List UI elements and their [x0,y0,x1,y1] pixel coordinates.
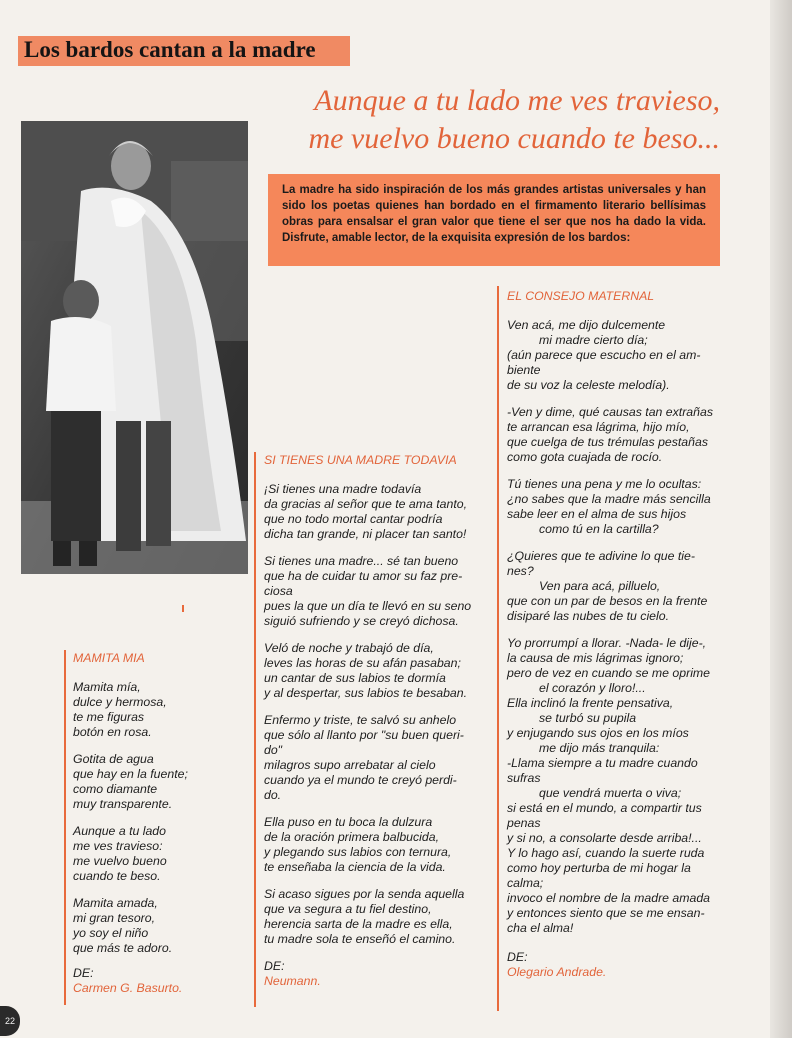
poem-line: que sólo al llanto por "su buen queri- [264,728,464,742]
poem-credit [73,966,243,996]
stanza [73,752,243,812]
poem-line: y enjugando sus ojos en los míos [507,726,689,740]
poem-line: cha el alma! [507,921,574,935]
poem-line: pues la que un día te llevó en su seno [264,599,472,613]
poem-el-consejo-maternal [507,289,735,980]
poem-line: Veló de noche y trabajó de día, [264,641,434,655]
poem-line: botón en rosa. [73,725,152,739]
subtitle-quote [200,82,720,158]
page-number: 22 [0,1006,20,1036]
poem-line: invoco el nombre de la madre amada [507,891,711,905]
poem-line: que ha de cuidar tu amor su faz pre- [264,569,463,583]
poem-line: -Ven y dime, qué causas tan extrañas [507,405,713,419]
column-rule-middle [254,452,256,1007]
poem-title: EL CONSEJO MATERNAL [507,289,655,303]
poem-line: milagros supo arrebatar al cielo [264,758,436,772]
poem-line: y entonces siento que se me ensan- [507,906,705,920]
poem-line: me dijo más tranquila: [539,741,660,755]
credit-prefix: DE: [73,966,94,980]
poem-title: MAMITA MIA [73,651,145,665]
stanza [507,636,735,936]
poem-line: da gracias al señor que te ama tanto, [264,497,468,511]
poem-line: me ves travieso: [73,839,163,853]
poem-line: Ella puso en tu boca la dulzura [264,815,433,829]
poem-stanzas [264,482,492,947]
poem-line: te enseñaba la ciencia de la vida. [264,860,446,874]
poem-line: te arrancan esa lágrima, hijo mío, [507,420,690,434]
poem-line: ¿no sabes que la madre más sencilla [507,492,711,506]
column-rule-right [497,286,499,1011]
poem-line: como hoy perturba de mi hogar la [507,861,691,875]
poem-line: que con un par de besos en la frente [507,594,708,608]
poem-line: de su voz la celeste melodía). [507,378,670,392]
poem-line: calma; [507,876,544,890]
poem-line: mi madre cierto día; [539,333,648,347]
poem-line: cuando ya el mundo te creyó perdi- [264,773,457,787]
author-name: Neumann. [264,974,321,988]
poem-line: que cuelga de tus trémulas pestañas [507,435,708,449]
poem-line: se turbó su pupila [539,711,637,725]
poem-line: herencia sarta de la madre es ella, [264,917,453,931]
poem-line: y plegando sus labios con ternura, [264,845,452,859]
poem-line: si está en el mundo, a compartir tus [507,801,702,815]
poem-title: SI TIENES UNA MADRE TODAVIA [264,453,457,467]
poem-line: de la oración primera balbucida, [264,830,439,844]
poem-line: Mamita amada, [73,896,158,910]
stanza [264,713,492,803]
stanza [507,549,735,624]
poem-line: -Llama siempre a tu madre cuando [507,756,698,770]
poem-mamita-mia [73,651,243,996]
poem-line: nes? [507,564,534,578]
poem-line: mi gran tesoro, [73,911,156,925]
poem-line: sabe leer en el alma de sus hijos [507,507,687,521]
poem-line: la causa de mis lágrimas ignoro; [507,651,684,665]
credit-prefix: DE: [264,959,285,973]
poem-line: Yo prorrumpí a llorar. -Nada- le dije-, [507,636,707,650]
poem-line: pero de vez en cuando se me oprime [507,666,711,680]
poem-line: disiparé las nubes de tu cielo. [507,609,670,623]
poem-line: do" [264,743,283,757]
stanza [264,887,492,947]
poem-line: un cantar de sus labios te dormía [264,671,446,685]
poem-line: Si acaso sigues por la senda aquella [264,887,465,901]
stanza [507,477,735,537]
poem-line: dulce y hermosa, [73,695,167,709]
poem-stanzas [73,680,243,956]
poem-line: que hay en la fuente; [73,767,188,781]
stanza [507,405,735,465]
column-rule-left [64,650,66,1005]
poem-line: (aún parece que escucho en el am- [507,348,701,362]
author-name: Olegario Andrade. [507,965,607,979]
poem-line: biente [507,363,541,377]
poem-line: y al despertar, sus labios te besaban. [264,686,468,700]
poem-line: siguió sufriendo y se creyó dichosa. [264,614,459,628]
stanza [507,318,735,393]
poem-line: y si no, a consolarte desde arriba!... [507,831,702,845]
poem-line: que vendrá muerta o viva; [539,786,682,800]
poem-line: Tú tienes una pena y me lo ocultas: [507,477,702,491]
poem-line: que va segura a tu fiel destino, [264,902,432,916]
poem-line: dicha tan grande, ni placer tan santo! [264,527,467,541]
poem-line: penas [507,816,541,830]
poem-line: tu madre sola te enseñó el camino. [264,932,456,946]
author-name: Carmen G. Basurto. [73,981,183,995]
poem-line: do. [264,788,282,802]
poem-line: Gotita de agua [73,752,154,766]
poem-line: ¡Si tienes una madre todavía [264,482,422,496]
mother-child-photo [21,121,248,574]
poem-line: Aunque a tu lado [73,824,166,838]
poem-stanzas [507,318,735,936]
poem-line: Y lo hago así, cuando la suerte ruda [507,846,705,860]
poem-credit [507,950,735,980]
poem-line: te me figuras [73,710,145,724]
poem-si-tienes-una-madre [264,453,492,989]
subtitle-line-2: me vuelvo bueno cuando te beso... [308,122,720,155]
page-title: Los bardos cantan a la madre [24,37,316,62]
poem-line: Ven acá, me dijo dulcemente [507,318,666,332]
stanza [264,641,492,701]
poem-line: cuando te beso. [73,869,161,883]
poem-line: Si tienes una madre... sé tan bueno [264,554,459,568]
poem-line: Ven para acá, pilluelo, [539,579,661,593]
poem-line: Enfermo y triste, te salvó su anhelo [264,713,457,727]
stanza [264,815,492,875]
credit-prefix: DE: [507,950,528,964]
poem-line: como tú en la cartilla? [539,522,659,536]
poem-line: ¿Quieres que te adivine lo que tie- [507,549,695,563]
poem-line: el corazón y lloro!... [539,681,646,695]
poem-line: que más te adoro. [73,941,173,955]
stanza [73,896,243,956]
poem-line: como diamante [73,782,158,796]
poem-line: como gota cuajada de rocío. [507,450,663,464]
poem-line: yo soy el niño [73,926,149,940]
stanza [264,482,492,542]
stanza [73,680,243,740]
poem-line: muy transparente. [73,797,173,811]
poem-line: Ella inclinó la frente pensativa, [507,696,674,710]
intro-paragraph: La madre ha sido inspiración de los más grandes artistas universales y han sido los poetas quienes han bordado en el firmamento literario bellísimas obras para ensalsar el gran valor que tiene el ser que nos ha dado la vida. Disfrute, amable lector, de la exquisita expresión de los bardos: [268,174,720,266]
subtitle-line-1: Aunque a tu lado me ves travieso, [314,84,720,117]
poem-line: que no todo mortal cantar podría [264,512,443,526]
stanza [73,824,243,884]
poem-line: Mamita mía, [73,680,141,694]
decorative-tick [182,605,184,612]
poem-line: sufras [507,771,541,785]
poem-credit [264,959,492,989]
stanza [264,554,492,629]
poem-line: ciosa [264,584,293,598]
poem-line: me vuelvo bueno [73,854,167,868]
page-edge [770,0,792,1038]
poem-line: leves las horas de su afán pasaban; [264,656,461,670]
